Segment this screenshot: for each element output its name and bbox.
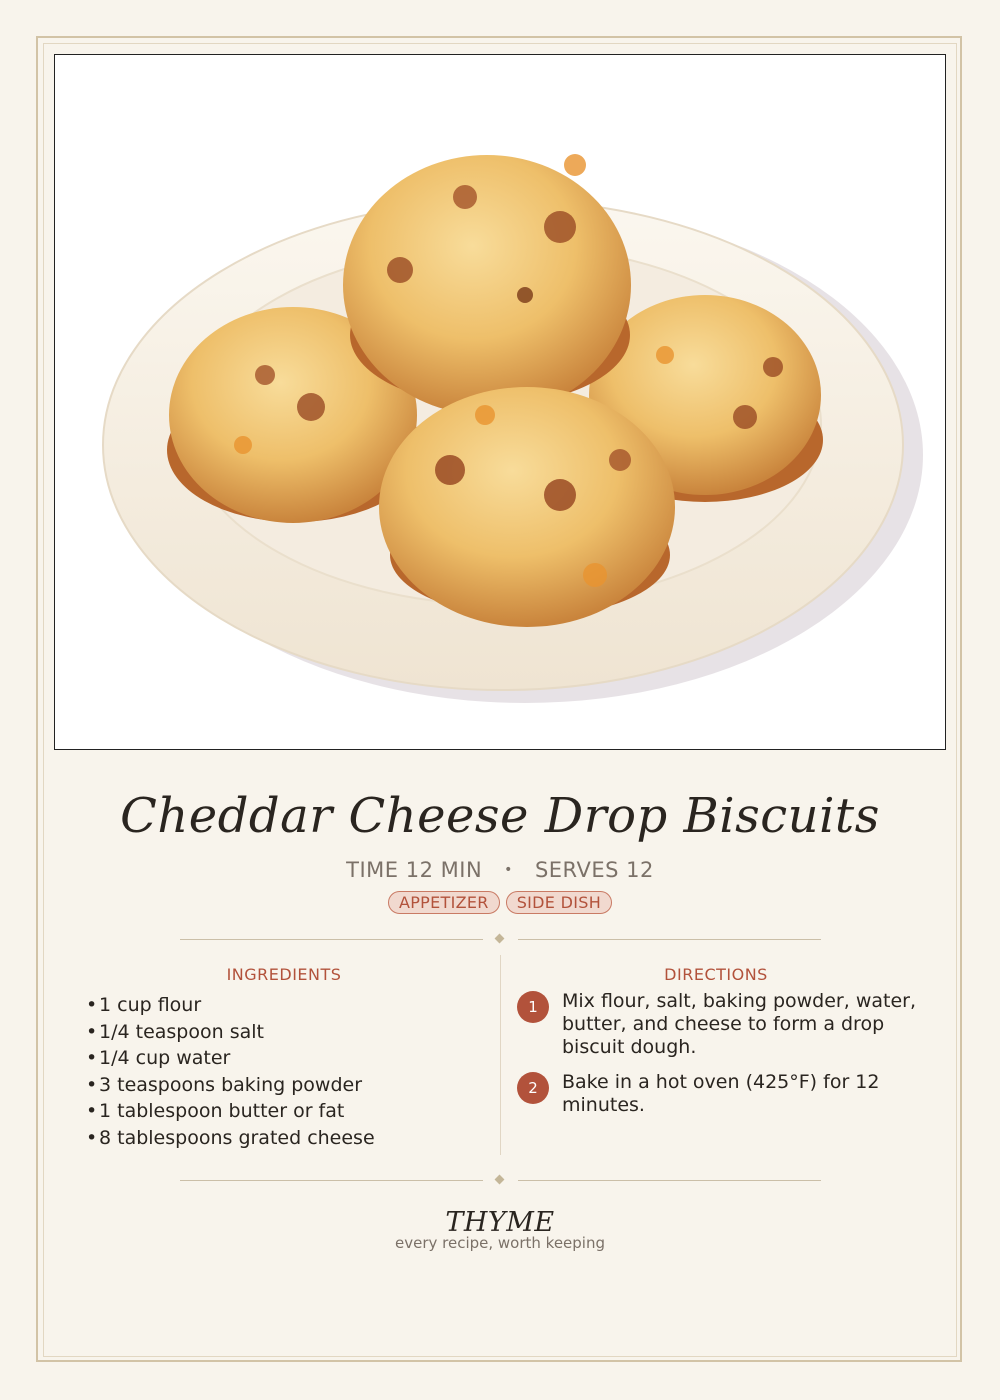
ingredients-heading: INGREDIENTS	[226, 965, 342, 984]
biscuit-top	[343, 154, 631, 415]
ingredient-text: 1/4 cup water	[99, 1047, 231, 1069]
ingredient-item	[86, 992, 486, 1019]
divider-bottom-right	[518, 1180, 821, 1181]
step-number-badge: 2	[517, 1072, 549, 1104]
ingredient-text: 1/4 teaspoon salt	[99, 1020, 264, 1043]
tag-side-dish[interactable]: SIDE DISH	[506, 891, 612, 914]
bullet: •	[86, 1100, 98, 1122]
recipe-serves: SERVES 12	[534, 858, 654, 882]
bullet: •	[86, 1047, 98, 1069]
ingredient-text: 1 tablespoon butter or fat	[99, 1100, 345, 1122]
ingredient-item	[86, 1072, 486, 1099]
direction-step	[517, 1071, 927, 1117]
ingredient-item	[86, 1045, 486, 1072]
tag-list	[0, 891, 1000, 914]
directions-heading: DIRECTIONS	[664, 965, 768, 984]
ingredient-item	[86, 1098, 486, 1125]
bullet: •	[86, 1073, 98, 1096]
tag-appetizer[interactable]: APPETIZER	[388, 891, 500, 914]
bullet: •	[86, 1126, 98, 1149]
recipe-meta	[0, 858, 1000, 882]
ingredient-item	[86, 1125, 486, 1152]
recipe-photo	[54, 54, 946, 750]
bullet: •	[86, 1020, 98, 1043]
brand-logo: THYME	[445, 1207, 555, 1238]
step-text: Bake in a hot oven (425°F) for 12 minutes.	[562, 1071, 880, 1116]
recipe-time: TIME 12 MIN	[346, 858, 483, 882]
brand-tagline: every recipe, worth keeping	[394, 1234, 605, 1252]
divider-top-left	[180, 939, 483, 940]
ingredient-text: 1 cup flour	[99, 994, 202, 1016]
divider-top-right	[518, 939, 821, 940]
step-number-badge: 1	[517, 991, 549, 1023]
column-divider	[500, 955, 501, 1155]
biscuit-front	[379, 387, 675, 627]
ingredient-text: 8 tablespoons grated cheese	[99, 1126, 375, 1149]
directions-list	[517, 990, 927, 1129]
ingredients-list	[86, 992, 486, 1151]
ingredient-text: 3 teaspoons baking powder	[99, 1073, 363, 1096]
ingredient-item	[86, 1019, 486, 1046]
step-text: Mix flour, salt, baking powder, water, butter, and cheese to form a drop biscuit dough.	[562, 990, 916, 1058]
meta-separator: •	[504, 862, 513, 878]
recipe-title: Cheddar Cheese Drop Biscuits	[120, 788, 880, 844]
direction-step	[517, 990, 927, 1059]
bullet: •	[86, 994, 98, 1016]
divider-bottom-left	[180, 1180, 483, 1181]
